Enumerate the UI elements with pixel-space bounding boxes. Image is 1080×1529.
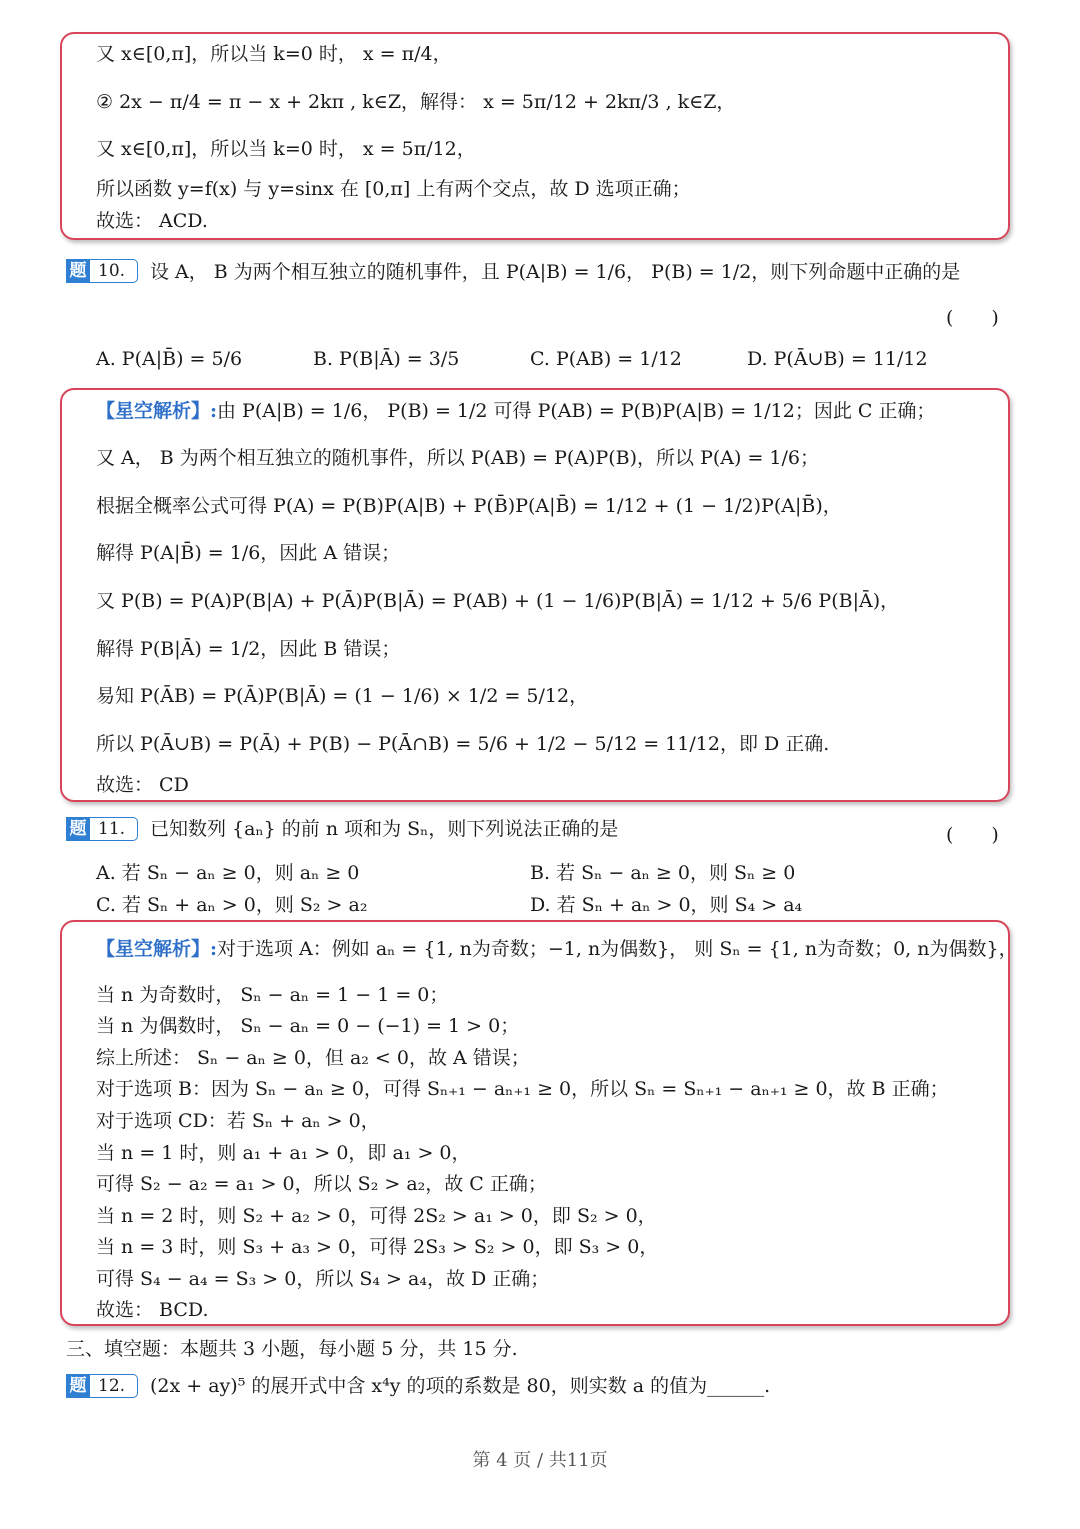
q10-stem: 设 A， B 为两个相互独立的随机事件，且 P(A|B) = 1/6， P(B) = 1/2，则下列命题中正确的是 (150, 261, 961, 283)
q10-sol-line-9: 故选： CD (96, 774, 189, 796)
q10-sol-line-8: 所以 P(Ā∪B) = P(Ā) + P(B) − P(Ā∩B) = 5/6 + 1/2 − 5/12 = 11/12，即 D 正确. (96, 733, 830, 755)
q11-sol-line-12: 故选： BCD. (96, 1299, 209, 1321)
q10-sol-line-3: 根据全概率公式可得 P(A) = P(B)P(A|B) + P(B̄)P(A|B̄) = 1/12 + (1 − 1/2)P(A|B̄)， (96, 495, 842, 517)
q11-tag (66, 818, 138, 840)
q11-sol-line-6: 对于选项 CD：若 Sₙ + aₙ > 0， (96, 1110, 380, 1132)
q12-number: 12. (90, 1374, 138, 1398)
q11-answer-paren: ( ) (946, 824, 999, 846)
q9-line-5: 故选： ACD. (96, 210, 208, 232)
q10-option-a: A. P(A|B̄) = 5/6 (96, 348, 243, 370)
page-footer: 第 4 页 / 共11页 (472, 1450, 608, 1471)
q10-sol-line-6: 解得 P(B|Ā) = 1/2，因此 B 错误； (96, 638, 401, 660)
q11-option-d: D. 若 Sₙ + aₙ > 0，则 S₄ > a₄ (530, 894, 803, 916)
q10-solution-label: 【星空解析】: (96, 400, 218, 422)
q11-sol-line-4: 综上所述： Sₙ − aₙ ≥ 0，但 a₂ < 0，故 A 错误； (96, 1047, 530, 1069)
q10-sol-line-4: 解得 P(A|B̄) = 1/6，因此 A 错误； (96, 542, 401, 564)
q11-stem: 已知数列 {aₙ} 的前 n 项和为 Sₙ，则下列说法正确的是 (150, 818, 619, 840)
q11-solution-label: 【星空解析】: (96, 938, 218, 960)
q11-option-c: C. 若 Sₙ + aₙ > 0，则 S₂ > a₂ (96, 894, 368, 916)
q12-tag (66, 1375, 138, 1397)
q12-tag-icon: 题 (66, 1374, 90, 1398)
q10-tag-icon: 题 (66, 259, 90, 283)
q10-sol-line-5: 又 P(B) = P(A)P(B|A) + P(Ā)P(B|Ā) = P(AB) + (1 − 1/6)P(B|Ā) = 1/12 + 5/6 P(B|Ā)， (96, 590, 900, 612)
q10-sol-text-1: 由 P(A|B) = 1/6， P(B) = 1/2 可得 P(AB) = P(B)P(A|B) = 1/12；因此 C 正确； (217, 400, 936, 422)
q10-option-d: D. P(Ā∪B) = 11/12 (747, 348, 928, 370)
q10-sol-line-2: 又 A， B 为两个相互独立的随机事件，所以 P(AB) = P(A)P(B)，所以 P(A) = 1/6； (96, 447, 819, 469)
q9-line-3: 又 x∈[0,π]，所以当 k=0 时， x = 5π/12， (96, 138, 476, 160)
q11-sol-line-9: 当 n = 2 时，则 S₂ + a₂ > 0，可得 2S₂ > a₁ > 0，即 S₂ > 0， (96, 1205, 657, 1227)
q10-answer-paren: ( ) (946, 307, 999, 329)
q10-sol-line-7: 易知 P(ĀB) = P(Ā)P(B|Ā) = (1 − 1/6) × 1/2 = 5/12， (96, 685, 589, 707)
q9-line-4: 所以函数 y=f(x) 与 y=sinx 在 [0,π] 上有两个交点，故 D 选项正确； (96, 178, 691, 200)
q11-sol-text-1: 对于选项 A：例如 aₙ = {1, n为奇数；−1, n为偶数}， 则 Sₙ = {1, n为奇数；0, n为偶数}， (217, 938, 1018, 960)
q11-number: 11. (90, 817, 138, 841)
q10-option-b: B. P(B|Ā) = 3/5 (313, 348, 460, 370)
q11-sol-line-7: 当 n = 1 时，则 a₁ + a₁ > 0，即 a₁ > 0， (96, 1142, 471, 1164)
q10-tag (66, 260, 138, 282)
q11-sol-line-2: 当 n 为奇数时， Sₙ − aₙ = 1 − 1 = 0； (96, 984, 449, 1006)
q11-tag-icon: 题 (66, 817, 90, 841)
q11-sol-line-3: 当 n 为偶数时， Sₙ − aₙ = 0 − (−1) = 1 > 0； (96, 1015, 520, 1037)
q9-line-1: 又 x∈[0,π]，所以当 k=0 时， x = π/4， (96, 43, 452, 65)
q11-sol-line-8: 可得 S₂ − a₂ = a₁ > 0，所以 S₂ > a₂，故 C 正确； (96, 1173, 547, 1195)
q11-sol-line-10: 当 n = 3 时，则 S₃ + a₃ > 0，可得 2S₃ > S₂ > 0，即 S₃ > 0， (96, 1236, 659, 1258)
q12-stem: (2x + ay)⁵ 的展开式中含 x⁴y 的项的系数是 80，则实数 a 的值为______. (150, 1375, 771, 1397)
q11-sol-line-11: 可得 S₄ − a₄ = S₃ > 0，所以 S₄ > a₄，故 D 正确； (96, 1268, 550, 1290)
q10-number: 10. (90, 259, 138, 283)
q11-sol-line-1 (96, 940, 1018, 959)
section-3-heading: 三、填空题：本题共 3 小题，每小题 5 分，共 15 分. (66, 1338, 518, 1360)
q10-option-c: C. P(AB) = 1/12 (530, 348, 682, 370)
q11-option-b: B. 若 Sₙ − aₙ ≥ 0，则 Sₙ ≥ 0 (530, 862, 796, 884)
q10-sol-line-1 (96, 402, 935, 421)
q9-line-2: ② 2x − π/4 = π − x + 2kπ , k∈Z，解得： x = 5π/12 + 2kπ/3 , k∈Z， (96, 91, 736, 113)
q11-option-a: A. 若 Sₙ − aₙ ≥ 0，则 aₙ ≥ 0 (96, 862, 360, 884)
q11-sol-line-5: 对于选项 B：因为 Sₙ − aₙ ≥ 0，可得 Sₙ₊₁ − aₙ₊₁ ≥ 0，所以 Sₙ = Sₙ₊₁ − aₙ₊₁ ≥ 0，故 B 正确； (96, 1078, 949, 1100)
